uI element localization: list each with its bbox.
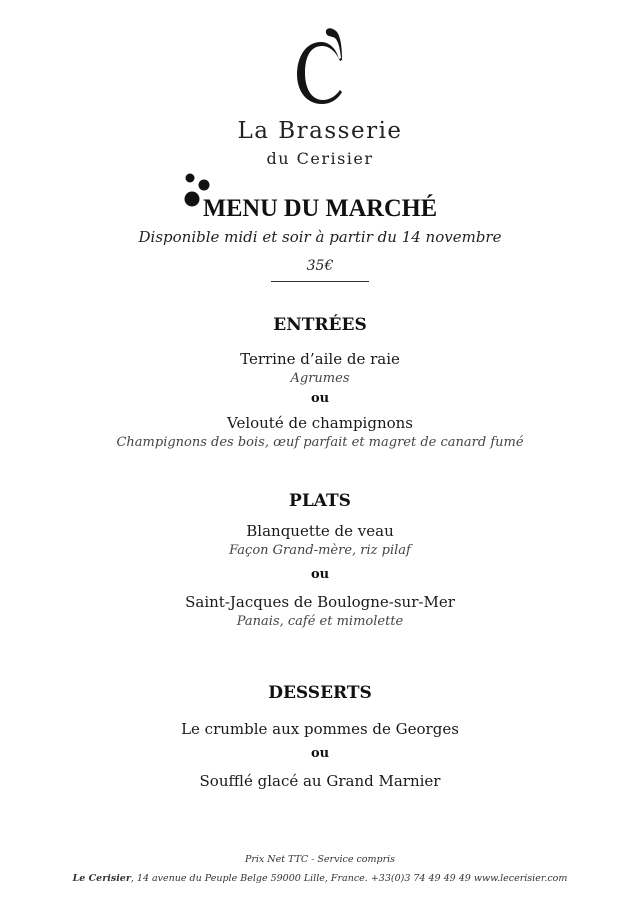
dish-name: Blanquette de veau bbox=[246, 522, 394, 540]
menu-availability: Disponible midi et soir à partir du 14 novembre bbox=[138, 228, 502, 246]
menu-title: MENU DU MARCHÉ bbox=[202, 195, 438, 222]
dish-description: Agrumes bbox=[290, 371, 350, 386]
section-title-entrees: ENTRÉES bbox=[273, 315, 367, 335]
pricing-note: Prix Net TTC - Service compris bbox=[244, 854, 396, 865]
dish-description: Façon Grand-mère, riz pilaf bbox=[229, 543, 411, 558]
restaurant-name: Le Cerisier bbox=[72, 873, 131, 884]
section-title-desserts: DESSERTS bbox=[268, 683, 372, 703]
dish-description: Panais, café et mimolette bbox=[236, 614, 404, 629]
brand-name-line1: La Brasserie bbox=[237, 118, 403, 144]
dish-description: Champignons des bois, œuf parfait et magret de canard fumé bbox=[116, 435, 524, 450]
restaurant-address bbox=[0, 873, 640, 884]
price-divider bbox=[271, 281, 369, 282]
dish-name: Saint-Jacques de Boulogne-sur-Mer bbox=[185, 593, 455, 611]
dish-name: Velouté de champignons bbox=[226, 414, 414, 432]
dish-separator: ou bbox=[310, 567, 330, 582]
section-title-plats: PLATS bbox=[289, 491, 351, 511]
address-details: , 14 avenue du Peuple Belge 59000 Lille, France. +33(0)3 74 49 49 49 www.lecerisier.com bbox=[130, 873, 568, 884]
brand-name-line2: du Cerisier bbox=[266, 149, 374, 168]
dish-separator: ou bbox=[310, 391, 330, 406]
cerisier-monogram-logo-icon bbox=[285, 24, 355, 112]
dish-name: Le crumble aux pommes de Georges bbox=[181, 720, 459, 738]
dish-separator: ou bbox=[310, 746, 330, 761]
menu-price: 35€ bbox=[306, 258, 334, 274]
dish-name: Terrine d’aile de raie bbox=[240, 350, 400, 368]
dish-name: Soufflé glacé au Grand Marnier bbox=[199, 772, 441, 790]
